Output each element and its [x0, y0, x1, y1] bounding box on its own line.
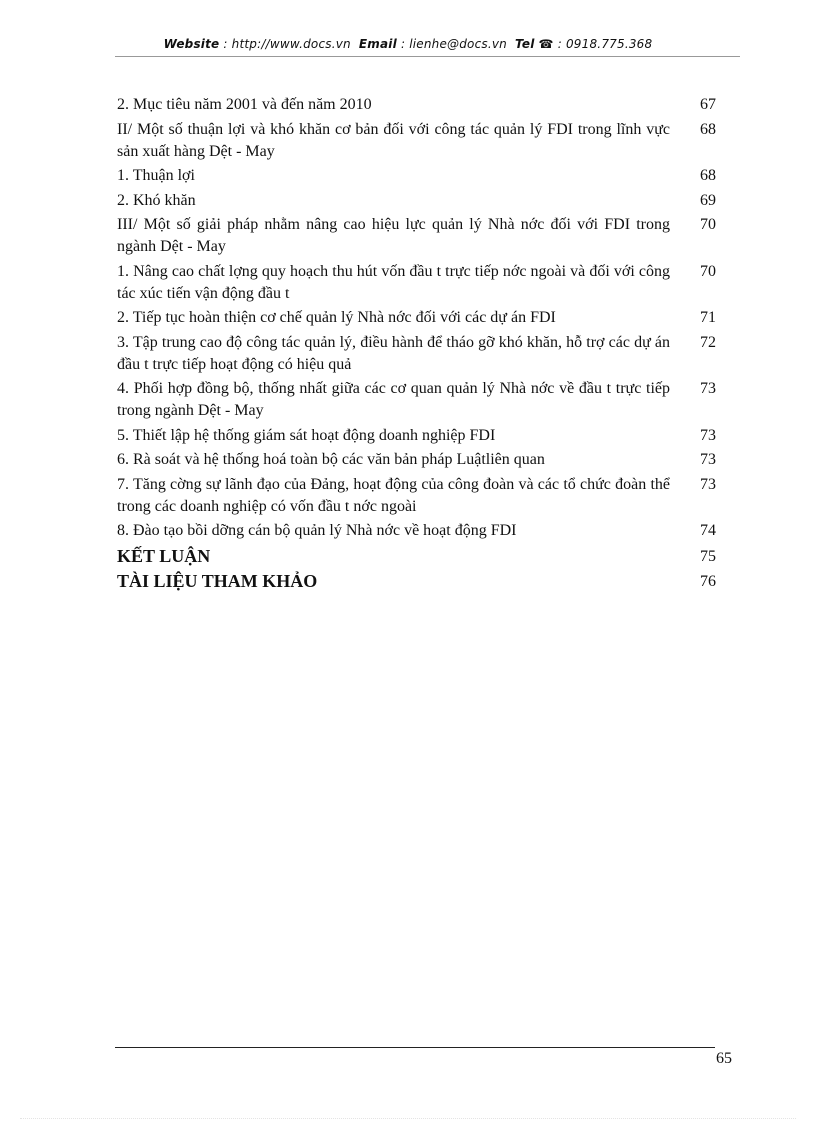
toc-entry-text: II/ Một số thuận lợi và khó khăn cơ bản đối với công tác quản lý FDI trong lĩnh vực sản xuất hàng Dệt - May	[117, 120, 670, 160]
toc-entry-text: KẾT LUẬN	[117, 545, 211, 566]
toc-entry-page: 73	[700, 475, 716, 493]
toc-entry-text: 7. Tăng cờng sự lãnh đạo của Đảng, hoạt động của công đoàn và các tổ chức đoàn thể trong các doanh nghiệp có vốn đầu t nớc ngoài	[117, 475, 670, 515]
toc-entry-text: 2. Mục tiêu năm 2001 và đến năm 2010	[117, 96, 372, 113]
toc-entry-page: 68	[700, 120, 716, 138]
page-header	[0, 37, 816, 51]
toc-entry	[117, 425, 720, 447]
email-label: Email	[358, 37, 397, 51]
phone-icon: ☎	[538, 37, 554, 51]
tel-value: : 0918.775.368	[557, 37, 653, 51]
toc-entry	[117, 520, 720, 542]
website-label: Website	[163, 37, 220, 51]
website-value: : http://www.docs.vn	[223, 37, 351, 51]
toc-entry-text: 1. Thuận lợi	[117, 167, 195, 184]
toc-entry	[117, 474, 720, 518]
toc-entry	[117, 261, 720, 305]
header-divider	[115, 56, 740, 57]
toc-entry-page: 70	[700, 262, 716, 280]
toc-entry-text: III/ Một số giải pháp nhằm nâng cao hiệu lực quản lý Nhà nớc đối với FDI trong ngành Dệt - May	[117, 216, 670, 255]
email-value: : lienhe@docs.vn	[400, 37, 507, 51]
toc-entry	[117, 378, 720, 422]
page-number: 65	[716, 1050, 732, 1067]
toc-entry-page: 72	[700, 333, 716, 351]
toc-entry-page: 67	[700, 96, 716, 113]
table-of-contents	[117, 94, 720, 595]
toc-entry-page: 71	[700, 309, 716, 326]
toc-entry-page: 73	[700, 451, 716, 468]
toc-entry-page: 69	[700, 191, 716, 209]
toc-entry-text: 8. Đào tạo bồi dỡng cán bộ quản lý Nhà nớc về hoạt động FDI	[117, 522, 517, 539]
toc-entry	[117, 190, 720, 212]
toc-entry	[117, 332, 720, 376]
toc-entry	[117, 214, 720, 258]
toc-entry-text: 5. Thiết lập hệ thống giám sát hoạt động doanh nghiệp FDI	[117, 426, 496, 444]
toc-entry	[117, 119, 720, 163]
toc-entry-text: 4. Phối hợp đồng bộ, thống nhất giữa các cơ quan quản lý Nhà nớc về đầu t trực tiếp trong ngành Dệt - May	[117, 380, 670, 419]
bottom-border	[20, 1118, 796, 1119]
toc-entry-page: 75	[700, 547, 716, 565]
toc-entry-conclusion	[117, 545, 720, 568]
toc-entry-page: 76	[700, 572, 716, 590]
toc-entry-text: 1. Nâng cao chất lợng quy hoạch thu hút vốn đầu t trực tiếp nớc ngoài và đối với công tác xúc tiến vận động đầu t	[117, 262, 670, 302]
toc-entry-page: 73	[700, 426, 716, 444]
toc-entry-text: TÀI LIỆU THAM KHẢO	[117, 570, 318, 591]
toc-entry-references	[117, 570, 720, 593]
toc-entry-text: 6. Rà soát và hệ thống hoá toàn bộ các văn bản pháp Luậtliên quan	[117, 451, 545, 468]
toc-entry	[117, 307, 720, 329]
toc-entry	[117, 94, 720, 116]
toc-entry	[117, 449, 720, 471]
toc-entry-text: 2. Khó khăn	[117, 191, 196, 209]
toc-entry	[117, 165, 720, 187]
toc-entry-page: 68	[700, 167, 716, 184]
toc-entry-page: 73	[700, 380, 716, 397]
footer-divider	[115, 1047, 715, 1048]
toc-entry-page: 70	[700, 216, 716, 233]
tel-label: Tel	[515, 37, 535, 51]
toc-entry-text: 2. Tiếp tục hoàn thiện cơ chế quản lý Nhà nớc đối với các dự án FDI	[117, 309, 556, 326]
toc-entry-page: 74	[700, 522, 716, 539]
toc-entry-text: 3. Tập trung cao độ công tác quản lý, điều hành để tháo gỡ khó khăn, hỗ trợ các dự án đầu t trực tiếp hoạt động có hiệu quả	[117, 333, 670, 373]
